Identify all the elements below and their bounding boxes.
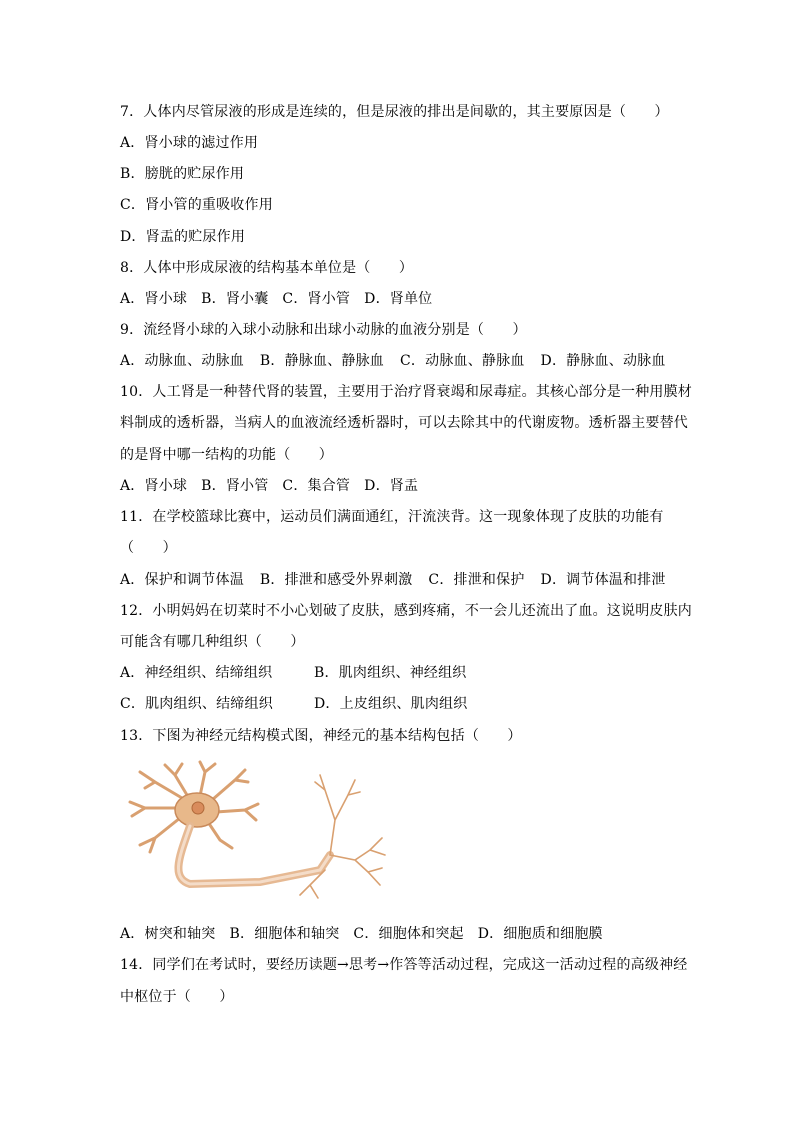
question-11-stem-line-2: （ ） [120, 540, 177, 556]
question-7-option-d: D．肾盂的贮尿作用 [120, 229, 246, 245]
question-12-option-c: C．肌肉组织、结缔组织 [120, 696, 273, 712]
question-14-stem-line-1: 14．同学们在考试时，要经历读题→思考→作答等活动过程，完成这一活动过程的高级神经 [120, 957, 688, 973]
question-12-option-d: D．上皮组织、肌肉组织 [314, 696, 468, 712]
question-11-options [120, 570, 666, 590]
question-9-stem: 9．流经肾小球的入球小动脉和出球小动脉的血液分别是（ ） [120, 322, 527, 338]
neuron-axon-terminals [300, 775, 385, 898]
question-11-option-b: B．排泄和感受外界刺激 [259, 572, 413, 588]
question-9-option-c: C．动脉血、静脉血 [400, 353, 525, 369]
question-11-option-d: D．调节体温和排泄 [540, 572, 666, 588]
question-10-stem-line-1: 10．人工肾是一种替代肾的装置，主要用于治疗肾衰竭和尿毒症。其核心部分是一种用膜材 [120, 384, 693, 400]
question-9-option-b: B．静脉血、静脉血 [259, 353, 385, 369]
question-14-stem-line-2: 中枢位于（ ） [120, 989, 234, 1005]
question-10-option-a: A．肾小球 [120, 478, 188, 494]
question-10-option-b: B．肾小管 [201, 478, 269, 494]
question-10-stem-line-3: 的是肾中哪一结构的功能（ ） [120, 447, 333, 463]
neuron-axon [178, 826, 330, 884]
question-12-stem-line-1: 12．小明妈妈在切菜时不小心划破了皮肤，感到疼痛，不一会儿还流出了血。这说明皮肤内 [120, 603, 693, 619]
question-10-stem-line-2: 料制成的透析器，当病人的血液流经透析器时，可以去除其中的代谢废物。透析器主要替代 [120, 415, 688, 431]
question-13-option-d: D．细胞质和细胞膜 [477, 926, 603, 942]
question-9-option-d: D．静脉血、动脉血 [540, 353, 666, 369]
question-8-option-b: B．肾小囊 [201, 291, 269, 307]
question-7-option-c: C．肾小管的重吸收作用 [120, 197, 273, 213]
question-8-options [120, 289, 432, 309]
neuron-nucleus [192, 802, 204, 814]
question-7-stem: 7．人体内尽管尿液的形成是连续的，但是尿液的排出是间歇的，其主要原因是（ ） [120, 104, 669, 120]
question-9-options [120, 351, 666, 371]
question-13-option-a: A．树突和轴突 [120, 926, 216, 942]
question-10-option-c: C．集合管 [282, 478, 351, 494]
question-10-option-d: D．肾盂 [364, 478, 419, 494]
question-8-option-c: C．肾小管 [282, 291, 351, 307]
question-12-option-b: B．肌肉组织、神经组织 [314, 665, 467, 681]
question-9-option-a: A．动脉血、动脉血 [120, 353, 244, 369]
question-13-stem: 13．下图为神经元结构模式图，神经元的基本结构包括（ ） [120, 728, 522, 744]
question-13-option-b: B．细胞体和轴突 [229, 926, 340, 942]
question-13-options [120, 924, 603, 944]
question-10-options [120, 476, 418, 496]
question-8-option-d: D．肾单位 [364, 291, 433, 307]
neuron-diagram [120, 760, 400, 900]
question-12-stem-line-2: 可能含有哪几种组织（ ） [120, 634, 305, 650]
question-11-option-c: C．排泄和保护 [428, 572, 525, 588]
question-12-option-a: A．神经组织、结缔组织 [120, 665, 273, 681]
question-8-stem: 8．人体中形成尿液的结构基本单位是（ ） [120, 260, 414, 276]
question-7-option-a: A．肾小球的滤过作用 [120, 135, 259, 151]
question-8-option-a: A．肾小球 [120, 291, 188, 307]
question-11-option-a: A．保护和调节体温 [120, 572, 244, 588]
question-7-option-b: B．膀胱的贮尿作用 [120, 166, 245, 182]
question-13-option-c: C．细胞体和突起 [353, 926, 464, 942]
question-11-stem-line-1: 11．在学校篮球比赛中，运动员们满面通红，汗流浃背。这一现象体现了皮肤的功能有 [120, 509, 664, 525]
